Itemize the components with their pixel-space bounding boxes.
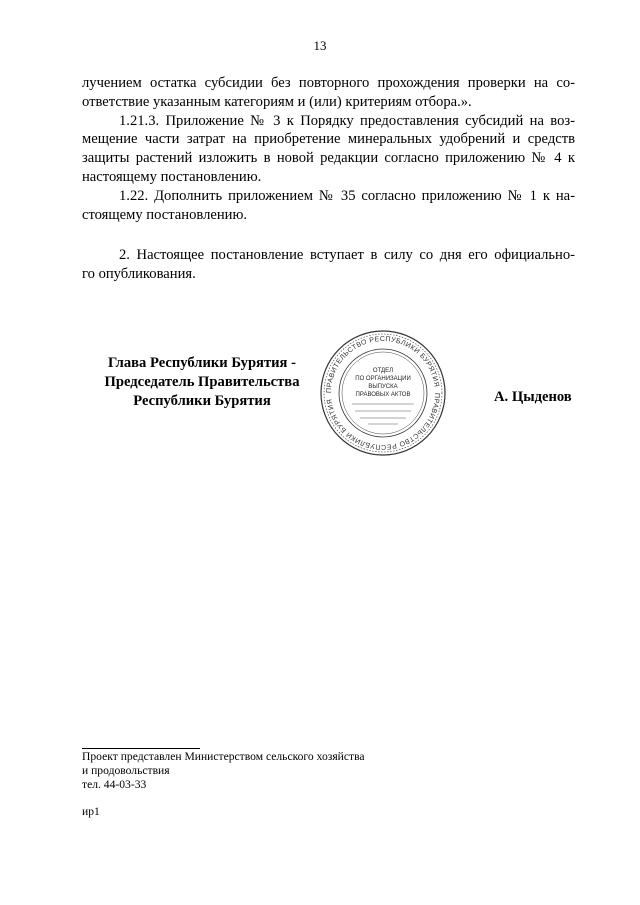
paragraph-2 bbox=[82, 246, 575, 284]
text-line: го опубликования. bbox=[82, 266, 196, 283]
body-text bbox=[82, 74, 575, 284]
seal-center-line: ПО ОРГАНИЗАЦИИ bbox=[355, 376, 411, 382]
page-number: 13 bbox=[313, 38, 327, 53]
text-line: защиты растений изложить в новой редакции согласно приложению № 4 к bbox=[82, 150, 575, 167]
seal-ring-text: ПРАВИТЕЛЬСТВО РЕСПУБЛИКИ БУРЯТИЯ bbox=[326, 392, 441, 451]
seal-ring-text: ПРАВИТЕЛЬСТВО РЕСПУБЛИКИ БУРЯТИЯ bbox=[325, 335, 440, 394]
official-seal bbox=[318, 328, 448, 458]
text-line: 1.21.3. Приложение № 3 к Порядку предоставления субсидий на воз- bbox=[119, 112, 575, 129]
text-line: мещение части затрат на приобретение минеральных удобрений и средств bbox=[82, 131, 575, 148]
seal-center-line: ПРАВОВЫХ АКТОВ bbox=[355, 392, 411, 398]
text-line: 2. Настоящее постановление вступает в силу со дня его официально- bbox=[119, 247, 575, 264]
paragraph-1-21-3 bbox=[82, 112, 575, 187]
seal-center-line: ОТДЕЛ bbox=[372, 368, 394, 374]
signatory-name: А. Цыденов bbox=[494, 389, 572, 405]
paragraph-continuation bbox=[82, 74, 575, 112]
text-line: лучением остатка субсидии без повторного прохождения проверки на со- bbox=[82, 75, 575, 91]
text-line: стоящему постановлению. bbox=[82, 206, 248, 223]
footnote-divider bbox=[82, 748, 200, 749]
paragraph-1-22 bbox=[82, 187, 575, 225]
signatory-title-line: Республики Бурятия bbox=[133, 393, 271, 409]
signatory-title-line: Глава Республики Бурятия - bbox=[108, 355, 296, 371]
footnote-line: тел. 44-03-33 bbox=[82, 777, 147, 791]
footnote-line: и продовольствия bbox=[82, 763, 170, 777]
text-line: ответствие указанным категориям и (или) критериям отбора.». bbox=[82, 93, 472, 110]
footnote-line: Проект представлен Министерством сельского хозяйства bbox=[82, 750, 365, 763]
text-line: 1.22. Дополнить приложением № 35 согласно приложению № 1 к на- bbox=[119, 187, 575, 204]
reference-code: ир1 bbox=[82, 805, 100, 818]
footnote bbox=[82, 750, 365, 791]
text-line: настоящему постановлению. bbox=[82, 168, 262, 185]
signatory-title bbox=[82, 354, 322, 411]
signatory-title-line: Председатель Правительства bbox=[104, 374, 300, 390]
seal-center-line: ВЫПУСКА bbox=[368, 384, 398, 390]
